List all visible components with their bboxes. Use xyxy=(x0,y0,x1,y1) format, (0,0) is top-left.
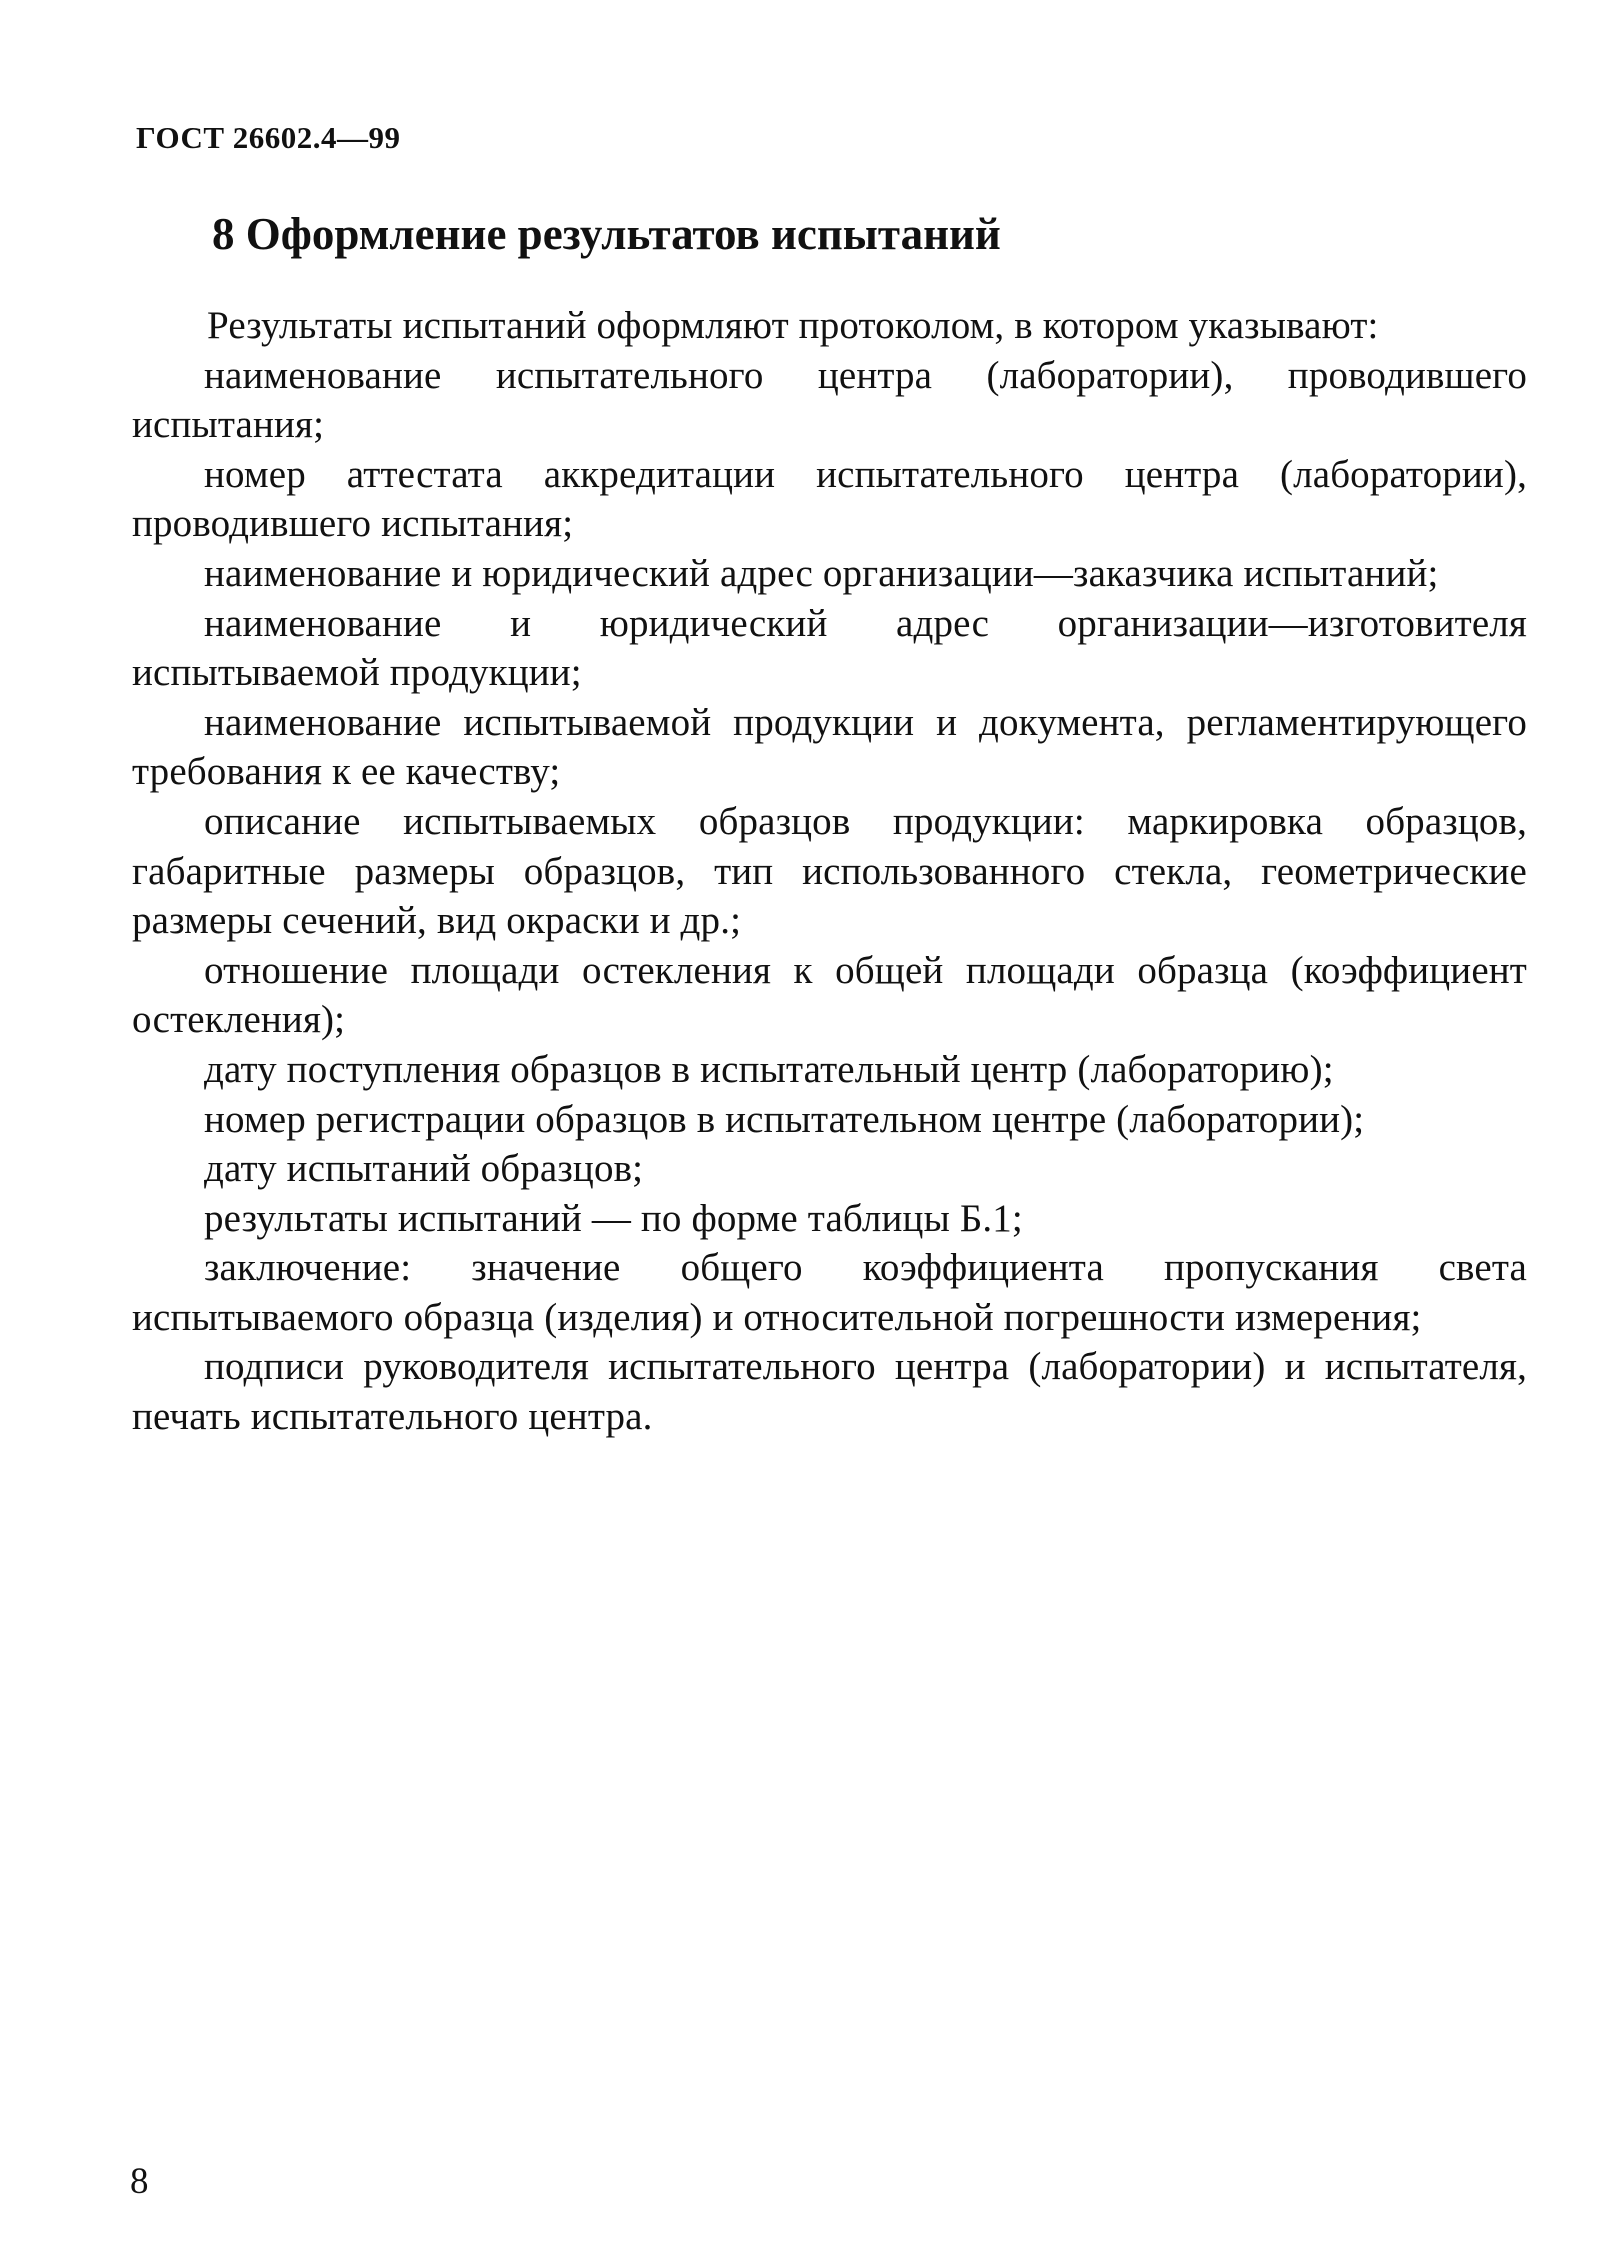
list-item: номер регистрации образцов в испытательном центре (лаборатории); xyxy=(204,1097,1365,1141)
list-item: описание испытываемых образцов продукции: маркировка образцов, габаритные размеры образцов, тип использованного стекла, геометрические размеры сечений, вид окраски и др.; xyxy=(132,799,1527,943)
section-title: 8 Оформление результатов испытаний xyxy=(212,209,1001,259)
list-item: наименование и юридический адрес организации—изготовителя испытываемой продукции; xyxy=(132,601,1527,695)
list-item: отношение площади остекления к общей площади образца (коэффициент остекления); xyxy=(132,948,1527,1042)
list-item: наименование испытываемой продукции и документа, регламентирующего требования к ее качеству; xyxy=(132,700,1527,794)
list-item: наименование и юридический адрес организации—заказчика испытаний; xyxy=(204,551,1439,595)
list-item: заключение: значение общего коэффициента пропускания света испытываемого образца (изделия) и относительной погрешности измерения; xyxy=(132,1246,1527,1339)
intro-paragraph: Результаты испытаний оформляют протоколом, в котором указывают: xyxy=(207,304,1379,347)
page-number: 8 xyxy=(130,2161,149,2202)
document-code: ГОСТ 26602.4—99 xyxy=(136,120,401,155)
list-item: дату поступления образцов в испытательный центр (лабораторию); xyxy=(204,1047,1334,1091)
list-item: результаты испытаний — по форме таблицы Б.1; xyxy=(204,1196,1023,1240)
list-item: номер аттестата аккредитации испытательного центра (лаборатории), проводившего испытания; xyxy=(132,452,1527,546)
section-body xyxy=(132,301,1527,1442)
list-item: дату испытаний образцов; xyxy=(204,1147,644,1191)
list-item: подписи руководителя испытательного центра (лаборатории) и испытателя, печать испытательного центра. xyxy=(132,1345,1527,1439)
list-item: наименование испытательного центра (лаборатории), проводившего испытания; xyxy=(132,353,1527,447)
